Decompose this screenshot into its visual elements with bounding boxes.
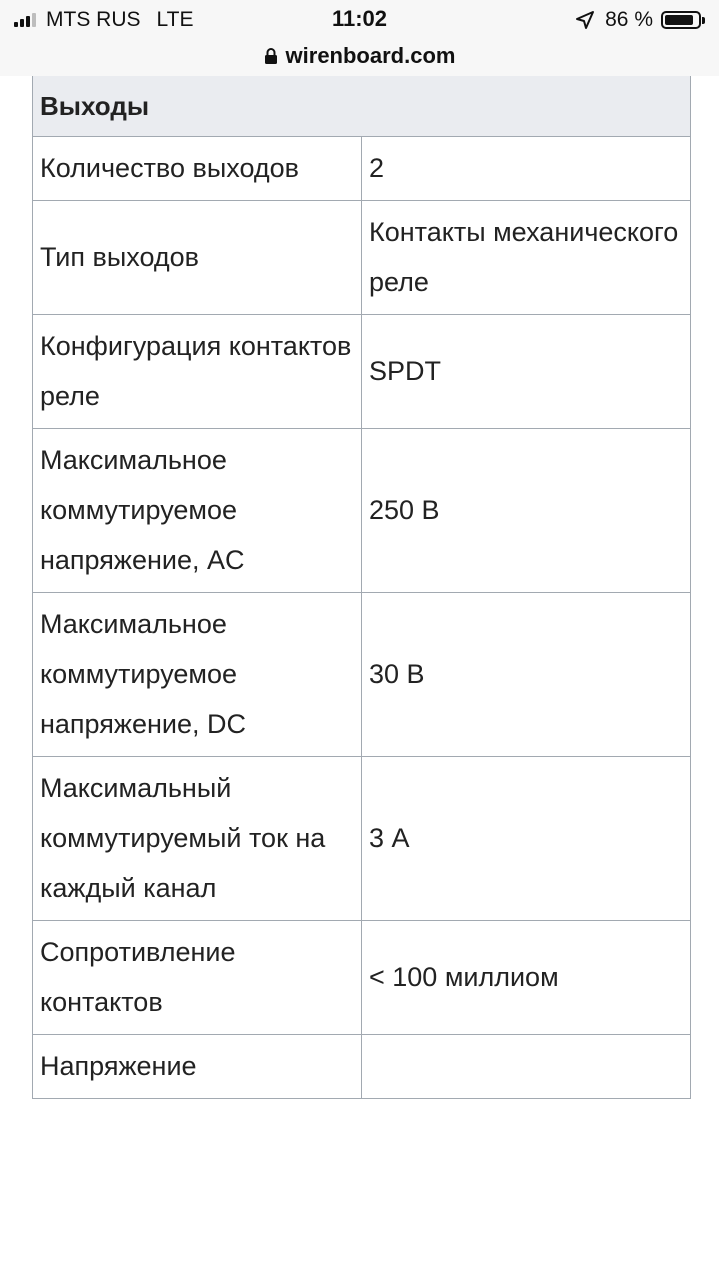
param-cell: Напряжение bbox=[33, 1035, 362, 1099]
value-cell bbox=[362, 1035, 691, 1099]
location-arrow-icon bbox=[575, 10, 595, 30]
value-cell: 250 В bbox=[362, 429, 691, 593]
table-row bbox=[33, 593, 691, 757]
table-row bbox=[33, 921, 691, 1035]
battery-percent: 86 % bbox=[605, 8, 653, 31]
spec-table bbox=[32, 76, 691, 1099]
table-row bbox=[33, 429, 691, 593]
param-cell: Максимальное коммутируемое напряжение, DC bbox=[33, 593, 362, 757]
carrier-name: MTS RUS bbox=[46, 8, 141, 31]
param-cell: Максимальное коммутируемое напряжение, AC bbox=[33, 429, 362, 593]
param-cell: Максимальный коммутируемый ток на каждый канал bbox=[33, 757, 362, 921]
param-cell: Количество выходов bbox=[33, 137, 362, 201]
address-bar[interactable] bbox=[0, 36, 719, 76]
status-bar bbox=[0, 0, 719, 40]
table-header-row bbox=[33, 76, 691, 137]
param-cell: Конфигурация контактов реле bbox=[33, 315, 362, 429]
clock: 11:02 bbox=[331, 6, 388, 31]
url-text[interactable]: wirenboard.com bbox=[285, 43, 456, 68]
table-row bbox=[33, 201, 691, 315]
value-cell: 2 bbox=[362, 137, 691, 201]
battery-fill bbox=[665, 15, 693, 25]
param-cell: Тип выходов bbox=[33, 201, 362, 315]
value-cell: < 100 миллиом bbox=[362, 921, 691, 1035]
table-row bbox=[33, 757, 691, 921]
lock-icon bbox=[264, 47, 278, 65]
battery-icon bbox=[661, 11, 701, 29]
value-cell: 3 А bbox=[362, 757, 691, 921]
section-header: Выходы bbox=[33, 76, 691, 137]
table-row bbox=[33, 315, 691, 429]
value-cell: SPDT bbox=[362, 315, 691, 429]
status-right bbox=[575, 7, 705, 33]
network-type: LTE bbox=[156, 8, 194, 31]
value-cell: 30 В bbox=[362, 593, 691, 757]
param-cell: Сопротивление контактов bbox=[33, 921, 362, 1035]
page-content bbox=[32, 76, 691, 1099]
table-row bbox=[33, 1035, 691, 1099]
table-row bbox=[33, 137, 691, 201]
battery-cap bbox=[702, 17, 705, 24]
value-cell: Контакты механического реле bbox=[362, 201, 691, 315]
